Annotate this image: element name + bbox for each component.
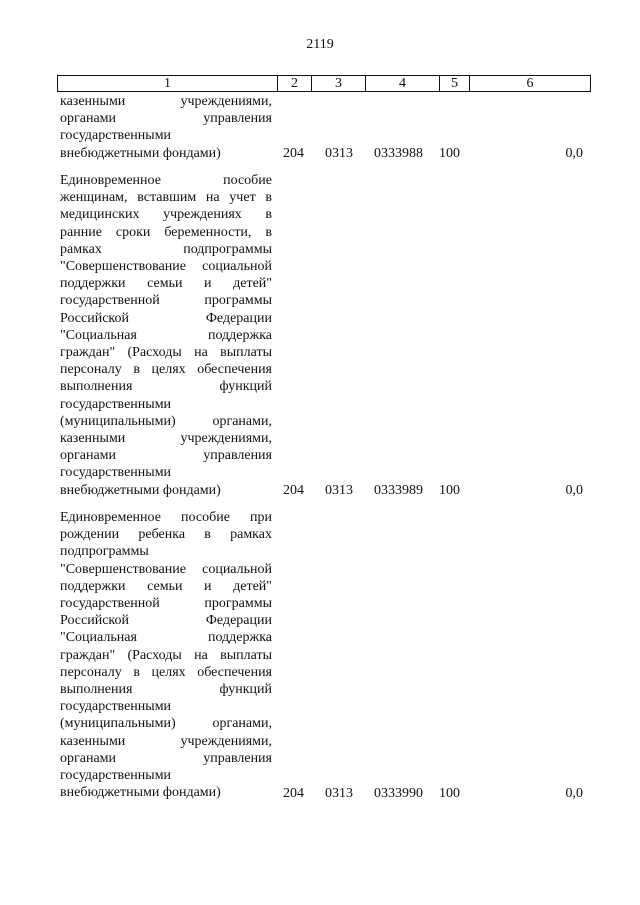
- column-header-6: 6: [470, 76, 591, 92]
- description-line: государственными: [60, 128, 172, 144]
- description-line: государственными: [60, 396, 172, 412]
- description-line: казенными учреждениями,: [60, 431, 272, 447]
- column-header-table: [57, 75, 591, 92]
- description-line: персоналу в целях обеспечения: [60, 362, 272, 378]
- row-col4: 0333989: [374, 483, 423, 498]
- description-line: внебюджетными фондами): [60, 145, 221, 161]
- page-number: 2119: [306, 37, 334, 52]
- row-col6: 0,0: [565, 786, 583, 801]
- description-line: "Социальная поддержка: [60, 630, 272, 646]
- row-col6: 0,0: [565, 483, 583, 498]
- row-col3: 0313: [325, 146, 353, 161]
- description-line: граждан" (Расходы на выплаты: [60, 647, 272, 663]
- description-line: "Совершенствование социальной: [60, 259, 272, 275]
- description-line: поддержки семьи и детей": [60, 276, 272, 292]
- column-header-1: 1: [58, 76, 278, 92]
- description-line: органами управления: [60, 111, 272, 127]
- description-line: казенными учреждениями,: [60, 733, 272, 749]
- row-col5: 100: [439, 786, 460, 801]
- description-line: персоналу в целях обеспечения: [60, 664, 272, 680]
- description-line: Российской Федерации: [60, 613, 272, 629]
- row-col3: 0313: [325, 786, 353, 801]
- row-col5: 100: [439, 483, 460, 498]
- row-description: [60, 172, 272, 499]
- description-line: государственными: [60, 768, 172, 784]
- row-col5: 100: [439, 146, 460, 161]
- description-line: государственными: [60, 699, 172, 715]
- description-line: "Совершенствование социальной: [60, 561, 272, 577]
- description-line: выполнения функций: [60, 379, 272, 395]
- row-description: [60, 93, 272, 162]
- description-line: подпрограммы: [60, 544, 149, 560]
- description-line: государственной программы: [60, 596, 272, 612]
- column-header-row: [58, 76, 591, 92]
- description-line: медицинских учреждениях в: [60, 207, 272, 223]
- row-col2: 204: [283, 786, 304, 801]
- row-col6: 0,0: [565, 146, 583, 161]
- column-header-4: 4: [366, 76, 440, 92]
- description-line: (муниципальными) органами,: [60, 413, 272, 429]
- description-line: внебюджетными фондами): [60, 785, 221, 801]
- description-line: государственными: [60, 465, 172, 481]
- description-line: государственной программы: [60, 293, 272, 309]
- description-line: ранние сроки беременности, в: [60, 224, 272, 240]
- row-col4: 0333990: [374, 786, 423, 801]
- description-line: казенными учреждениями,: [60, 94, 272, 109]
- description-line: (муниципальными) органами,: [60, 716, 272, 732]
- description-line: поддержки семьи и детей": [60, 578, 272, 594]
- description-line: рамках подпрограммы: [60, 241, 272, 257]
- description-line: женщинам, вставшим на учет в: [60, 190, 272, 206]
- column-header-2: 2: [278, 76, 312, 92]
- description-line: граждан" (Расходы на выплаты: [60, 345, 272, 361]
- description-line: внебюджетными фондами): [60, 482, 221, 498]
- row-description: [60, 509, 272, 801]
- row-col4: 0333988: [374, 146, 423, 161]
- description-line: "Социальная поддержка: [60, 327, 272, 343]
- description-line: выполнения функций: [60, 682, 272, 698]
- description-line: Единовременное пособие: [60, 173, 272, 188]
- column-header-5: 5: [440, 76, 470, 92]
- row-col2: 204: [283, 146, 304, 161]
- description-line: Российской Федерации: [60, 310, 272, 326]
- description-line: органами управления: [60, 448, 272, 464]
- row-col2: 204: [283, 483, 304, 498]
- row-col3: 0313: [325, 483, 353, 498]
- description-line: Единовременное пособие при: [60, 510, 272, 525]
- description-line: рождении ребенка в рамках: [60, 527, 272, 543]
- description-line: органами управления: [60, 750, 272, 766]
- column-header-3: 3: [312, 76, 366, 92]
